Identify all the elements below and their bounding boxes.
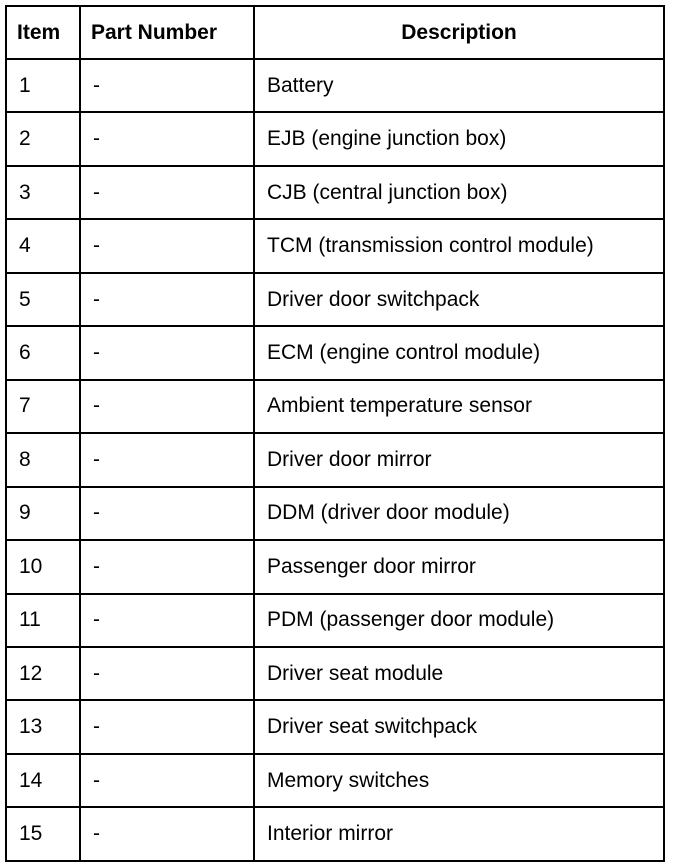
- item-cell: 10: [6, 540, 80, 593]
- header-part-number: Part Number: [80, 6, 254, 59]
- part-number-cell: -: [80, 487, 254, 540]
- item-cell: 8: [6, 433, 80, 486]
- description-cell: Interior mirror: [254, 807, 664, 861]
- header-description: Description: [254, 6, 664, 59]
- part-number-cell: -: [80, 594, 254, 647]
- table-row: [6, 273, 664, 326]
- table-row: [6, 112, 664, 165]
- table-row: [6, 433, 664, 486]
- item-cell: 4: [6, 219, 80, 272]
- item-cell: 5: [6, 273, 80, 326]
- description-cell: Memory switches: [254, 754, 664, 807]
- part-number-cell: -: [80, 112, 254, 165]
- part-number-cell: -: [80, 433, 254, 486]
- description-cell: Passenger door mirror: [254, 540, 664, 593]
- item-cell: 14: [6, 754, 80, 807]
- description-cell: Driver seat switchpack: [254, 700, 664, 753]
- table-row: [6, 326, 664, 379]
- description-cell: Driver seat module: [254, 647, 664, 700]
- table-row: [6, 487, 664, 540]
- table-row: [6, 754, 664, 807]
- header-row: [6, 6, 664, 59]
- item-cell: 9: [6, 487, 80, 540]
- table-row: [6, 166, 664, 219]
- item-cell: 15: [6, 807, 80, 861]
- item-cell: 6: [6, 326, 80, 379]
- item-cell: 1: [6, 59, 80, 112]
- part-number-cell: -: [80, 647, 254, 700]
- part-number-cell: -: [80, 807, 254, 861]
- description-cell: Driver door mirror: [254, 433, 664, 486]
- part-number-cell: -: [80, 326, 254, 379]
- item-cell: 2: [6, 112, 80, 165]
- part-number-cell: -: [80, 380, 254, 433]
- part-number-cell: -: [80, 219, 254, 272]
- description-cell: Ambient temperature sensor: [254, 380, 664, 433]
- parts-table: [5, 5, 665, 862]
- description-cell: ECM (engine control module): [254, 326, 664, 379]
- header-item: Item: [6, 6, 80, 59]
- table-row: [6, 59, 664, 112]
- table-row: [6, 700, 664, 753]
- table-row: [6, 380, 664, 433]
- item-cell: 13: [6, 700, 80, 753]
- part-number-cell: -: [80, 754, 254, 807]
- description-cell: TCM (transmission control module): [254, 219, 664, 272]
- table-row: [6, 647, 664, 700]
- description-cell: CJB (central junction box): [254, 166, 664, 219]
- description-cell: Driver door switchpack: [254, 273, 664, 326]
- description-cell: EJB (engine junction box): [254, 112, 664, 165]
- part-number-cell: -: [80, 166, 254, 219]
- table-row: [6, 594, 664, 647]
- table-row: [6, 219, 664, 272]
- description-cell: Battery: [254, 59, 664, 112]
- part-number-cell: -: [80, 540, 254, 593]
- item-cell: 3: [6, 166, 80, 219]
- table-row: [6, 807, 664, 861]
- description-cell: PDM (passenger door module): [254, 594, 664, 647]
- item-cell: 11: [6, 594, 80, 647]
- item-cell: 7: [6, 380, 80, 433]
- table-body: [6, 59, 664, 861]
- part-number-cell: -: [80, 273, 254, 326]
- table-row: [6, 540, 664, 593]
- description-cell: DDM (driver door module): [254, 487, 664, 540]
- item-cell: 12: [6, 647, 80, 700]
- part-number-cell: -: [80, 59, 254, 112]
- part-number-cell: -: [80, 700, 254, 753]
